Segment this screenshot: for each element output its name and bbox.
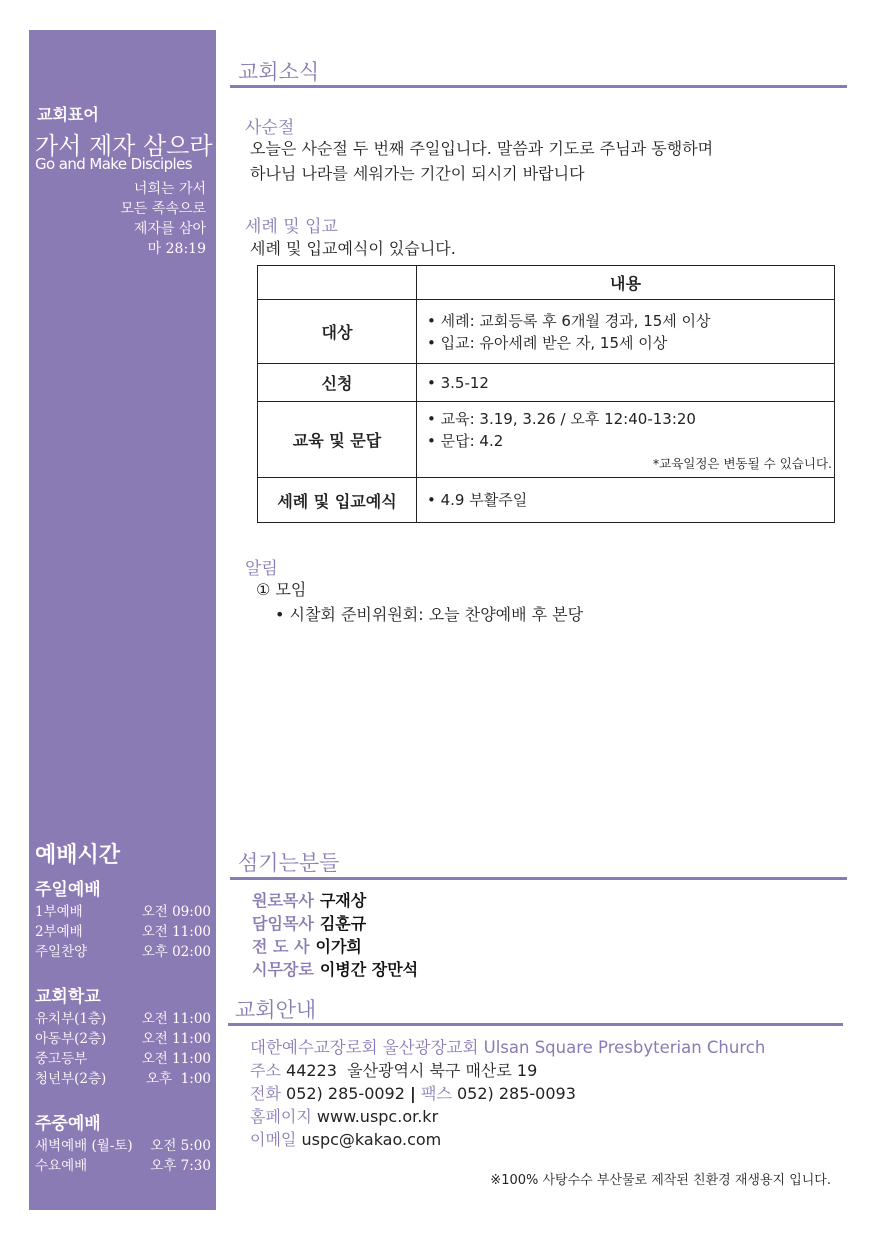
email-row: [250, 1127, 441, 1150]
table-header-row: [258, 266, 835, 300]
schedule-time: 오전 11:00: [141, 1031, 211, 1047]
row-item: • 세례: 교회등록 후 6개월 경과, 15세 이상: [427, 311, 711, 330]
separator: |: [410, 1084, 416, 1103]
baptism-intro: 세례 및 입교예식이 있습니다.: [250, 239, 456, 258]
verse-reference: 마 28:19: [147, 241, 206, 257]
bible-verse: [120, 179, 206, 259]
motto-heading: 교회표어: [37, 105, 99, 124]
church-info-heading: 교회안내: [235, 998, 317, 1022]
baptism-table: [257, 265, 835, 523]
schedule-time: 오후 02:00: [141, 944, 211, 960]
table-header-content: 내용: [417, 266, 835, 300]
schedule-row: [35, 1009, 211, 1029]
homepage-label: 홈페이지: [250, 1107, 312, 1126]
schedule-time: 오전 09:00: [141, 904, 211, 920]
fax-value: 052) 285-0093: [456, 1084, 576, 1103]
schedule-name: 2부예배: [35, 924, 83, 940]
phone-value: 052) 285-0092: [286, 1084, 405, 1103]
schedule-row: [35, 1029, 211, 1049]
church-name: 대한예수교장로회 울산광장교회 Ulsan Square Presbyterian Church: [250, 1038, 766, 1057]
news-heading: 교회소식: [238, 60, 320, 84]
schedule-name: 청년부(2층): [35, 1071, 107, 1087]
schedule-name: 중고등부: [35, 1051, 88, 1067]
staff-role: 원로목사: [252, 891, 314, 910]
table-row: [258, 478, 835, 523]
notice-heading: 알림: [245, 559, 278, 579]
row-item: • 교육: 3.19, 3.26 / 오후 12:40-13:20: [427, 409, 696, 428]
staff-role: 전 도 사: [252, 937, 310, 956]
row-label: 대상: [258, 300, 417, 364]
schedule-time: 오전 11:00: [141, 1011, 211, 1027]
worship-times: [35, 838, 211, 1176]
church-school-title: 교회학교: [35, 987, 101, 1007]
homepage-row: [250, 1104, 438, 1127]
fax-label: 팩스: [420, 1084, 452, 1103]
verse-line: 모든 족속으로: [120, 201, 206, 217]
table-header-empty: [258, 266, 417, 300]
schedule-row: [35, 1156, 211, 1176]
footer-note: ※100% 사탕수수 부산물로 제작된 친환경 재생용지 입니다.: [490, 1173, 831, 1188]
schedule-row: [35, 922, 211, 942]
homepage-link[interactable]: www.uspc.or.kr: [316, 1107, 439, 1126]
schedule-time: 오전 5:00: [150, 1138, 211, 1154]
schedule-note: *교육일정은 변동될 수 있습니다.: [652, 455, 832, 471]
schedule-name: 1부예배: [35, 904, 83, 920]
baptism-heading: 세례 및 입교: [245, 217, 338, 237]
lent-heading: 사순절: [245, 118, 295, 138]
row-content: [417, 402, 835, 478]
email-label: 이메일: [250, 1130, 297, 1149]
sunday-worship-title: 주일예배: [35, 880, 101, 900]
contact-row: [250, 1081, 576, 1104]
church-info-divider: [228, 1023, 843, 1026]
staff-row: [252, 888, 366, 911]
staff-row: [252, 957, 418, 980]
row-content: [417, 364, 835, 402]
motto-title: 가서 제자 삼으라: [35, 132, 213, 160]
verse-line: 제자를 삼아: [133, 221, 206, 237]
schedule-row: [35, 1069, 211, 1089]
staff-name: 구재상: [319, 891, 367, 910]
row-item: • 4.9 부활주일: [427, 491, 528, 509]
schedule-name: 아동부(2층): [35, 1031, 107, 1047]
email-link[interactable]: uspc@kakao.com: [301, 1130, 442, 1149]
staff-heading: 섬기는분들: [238, 851, 340, 875]
phone-label: 전화: [250, 1084, 281, 1103]
notice-item: ① 모임: [256, 580, 307, 599]
staff-name: 이병간 장만석: [319, 960, 419, 979]
row-item: • 문답: 4.2: [427, 431, 504, 450]
row-label: 세례 및 입교예식: [258, 478, 417, 523]
sidebar: [29, 30, 216, 1210]
verse-line: 너희는 가서: [133, 181, 206, 197]
schedule-row: [35, 1136, 211, 1156]
schedule-name: 수요예배: [35, 1158, 88, 1174]
schedule-time: 오후 7:30: [150, 1158, 211, 1174]
schedule-name: 유치부(1층): [35, 1011, 107, 1027]
news-divider: [230, 85, 847, 88]
address-row: [250, 1058, 537, 1081]
row-content: [417, 478, 835, 523]
row-label: 신청: [258, 364, 417, 402]
staff-divider: [230, 877, 847, 880]
schedule-row: [35, 942, 211, 962]
lent-line: 오늘은 사순절 두 번째 주일입니다. 말씀과 기도로 주님과 동행하며: [250, 139, 714, 158]
motto-english: Go and Make Disciples: [35, 155, 192, 173]
row-item: • 3.5-12: [427, 373, 489, 392]
lent-line: 하나님 나라를 세워가는 기간이 되시기 바랍니다: [250, 164, 585, 183]
staff-name: 이가희: [315, 937, 362, 956]
worship-title: 예배시간: [35, 843, 121, 868]
notice-subitem: • 시찰회 준비위원회: 오늘 찬양예배 후 본당: [275, 605, 584, 624]
staff-role: 시무장로: [252, 960, 314, 979]
table-row: [258, 300, 835, 364]
row-content: [417, 300, 835, 364]
table-row: [258, 402, 835, 478]
schedule-time: 오전 11:00: [141, 924, 211, 940]
row-item: • 입교: 유아세례 받은 자, 15세 이상: [427, 333, 668, 352]
staff-row: [252, 911, 366, 934]
address-label: 주소: [250, 1061, 281, 1080]
schedule-time: 오전 11:00: [141, 1051, 211, 1067]
schedule-row: [35, 1049, 211, 1069]
schedule-name: 새벽예배 (월-토): [35, 1138, 133, 1154]
table-row: [258, 364, 835, 402]
staff-name: 김훈규: [319, 914, 367, 933]
staff-row: [252, 934, 362, 957]
staff-role: 담임목사: [252, 914, 314, 933]
schedule-row: [35, 902, 211, 922]
address-value: 44223 울산광역시 북구 매산로 19: [286, 1061, 538, 1080]
schedule-name: 주일찬양: [35, 944, 88, 960]
schedule-time: 오후 1:00: [146, 1071, 211, 1087]
weekday-worship-title: 주중예배: [35, 1114, 101, 1134]
row-label: 교육 및 문답: [258, 402, 417, 478]
